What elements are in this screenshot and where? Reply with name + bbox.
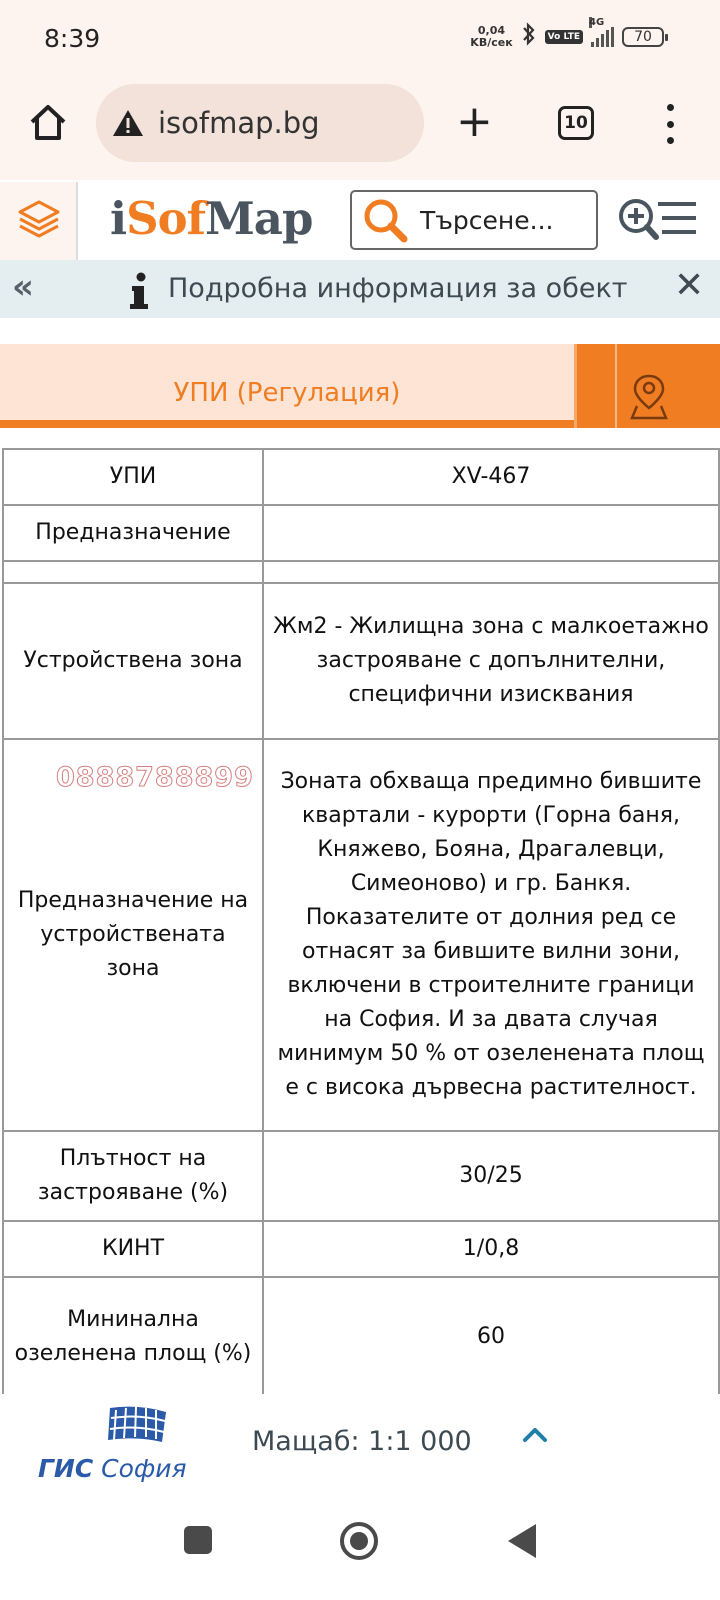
table-value: [263, 505, 719, 561]
table-label: КИНТ: [3, 1221, 263, 1277]
gis-logo-text: ГИС София: [38, 1454, 187, 1483]
table-label: Плътност на застрояване (%): [3, 1131, 263, 1221]
section-header: [0, 344, 720, 428]
gis-globe-icon: [38, 1402, 178, 1452]
info-bar: [0, 260, 720, 318]
browser-menu-button[interactable]: [664, 104, 676, 144]
locate-object-button[interactable]: [574, 344, 720, 428]
isofmap-logo[interactable]: iSofMap: [110, 192, 313, 245]
search-placeholder: Търсене...: [420, 205, 554, 235]
phone-watermark: 0888788899: [56, 762, 254, 793]
table-row: [3, 583, 719, 739]
network-speed: 0,04 KB/сек: [470, 23, 513, 49]
map-pin-icon: [629, 372, 669, 420]
bottom-bar: [0, 1394, 720, 1496]
table-value: [263, 561, 719, 583]
chevron-up-icon[interactable]: [518, 1418, 552, 1452]
close-panel-button[interactable]: ✕: [674, 265, 705, 306]
info-panel-title: Подробна информация за обект: [168, 273, 628, 304]
zoom-menu-button[interactable]: [614, 192, 702, 248]
table-label: Мининална озеленена площ (%): [3, 1277, 263, 1394]
home-nav-button[interactable]: [340, 1522, 378, 1560]
gis-sofia-logo[interactable]: [38, 1402, 187, 1483]
info-table: [2, 448, 720, 1394]
table-label: УПИ: [3, 449, 263, 505]
table-row: [3, 561, 719, 583]
collapse-panel-button[interactable]: «: [12, 267, 34, 307]
status-time: 8:39: [44, 24, 101, 53]
search-icon: [360, 195, 410, 245]
info-table-container[interactable]: [0, 428, 720, 1394]
tab-switcher-button[interactable]: 10: [558, 106, 594, 140]
table-value: Жм2 - Жилищна зона с малкоетажно застрояване с допълнителни, специфични изисквания: [263, 583, 719, 739]
recent-apps-button[interactable]: [184, 1526, 212, 1554]
search-input[interactable]: [350, 190, 598, 250]
back-nav-button[interactable]: [508, 1524, 536, 1558]
battery-icon: 70: [622, 27, 664, 47]
table-label: Предназначение на устройствената зона: [3, 739, 263, 1131]
layers-icon: [0, 182, 78, 260]
home-button[interactable]: [26, 100, 70, 144]
table-label: Устройствена зона: [3, 583, 263, 739]
home-icon: [26, 100, 70, 144]
table-row: [3, 1221, 719, 1277]
system-nav-bar: [0, 1496, 720, 1600]
table-row: [3, 739, 719, 1131]
browser-toolbar: [0, 78, 720, 180]
table-value: 30/25: [263, 1131, 719, 1221]
layers-button[interactable]: [0, 182, 78, 260]
table-row: [3, 449, 719, 505]
section-title[interactable]: УПИ (Регулация): [173, 378, 401, 408]
new-tab-button[interactable]: +: [456, 96, 493, 147]
table-value: XV-467: [263, 449, 719, 505]
status-icons: [470, 16, 664, 51]
table-value: 60: [263, 1277, 719, 1394]
info-icon: [126, 272, 152, 310]
table-label: Предназначение: [3, 505, 263, 561]
warning-icon[interactable]: [112, 108, 144, 138]
app-header: [0, 182, 720, 260]
table-row: [3, 1131, 719, 1221]
status-bar: [0, 0, 720, 78]
map-scale: Мащаб: 1:1 000: [252, 1426, 472, 1457]
address-bar[interactable]: [96, 84, 424, 162]
table-row: [3, 505, 719, 561]
url-text[interactable]: isofmap.bg: [158, 106, 320, 140]
volte-icon: Vo LTE: [545, 30, 583, 44]
pin-divider: [615, 344, 617, 428]
table-row: [3, 1277, 719, 1394]
table-label: [3, 561, 263, 583]
table-value: Зоната обхваща предимно бившите квартали - курорти (Горна баня, Княжево, Бояна, Драгалевци, Симеоново) и гр. Банкя. Показателите от долния ред се отнасят за бившите вилни зони, включени в строителните граници на София. И за двата случая минимум 50 % от озеленената площ е с висока дървесна растителност.: [263, 739, 719, 1131]
signal-icon: 4G: [591, 27, 614, 47]
bluetooth-icon: [521, 22, 537, 51]
table-value: 1/0,8: [263, 1221, 719, 1277]
zoom-menu-icon: [614, 192, 702, 248]
